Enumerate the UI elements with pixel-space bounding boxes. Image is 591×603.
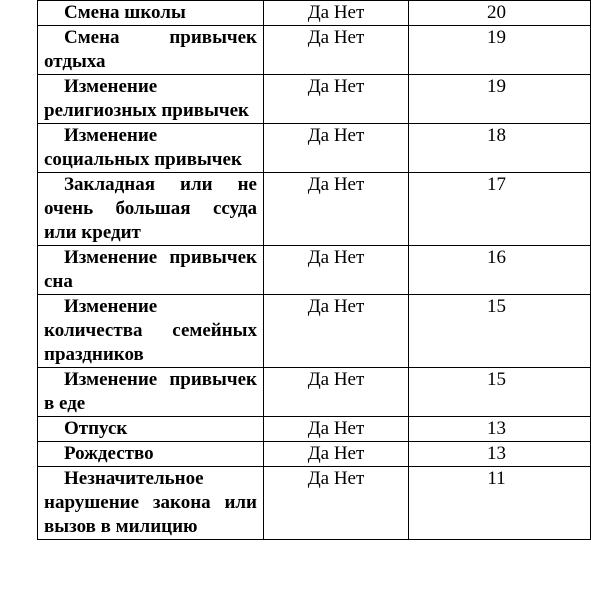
answer-cell: Да Нет bbox=[264, 368, 409, 417]
table-row bbox=[38, 26, 591, 75]
answer-cell: Да Нет bbox=[264, 1, 409, 26]
answer-cell: Да Нет bbox=[264, 124, 409, 173]
event-cell bbox=[38, 1, 264, 26]
life-events-table bbox=[37, 0, 591, 540]
table-row bbox=[38, 467, 591, 540]
event-cell bbox=[38, 417, 264, 442]
answer-cell: Да Нет bbox=[264, 295, 409, 368]
event-label: Изменение привычек в еде bbox=[44, 369, 257, 414]
event-label: Отпуск bbox=[64, 418, 128, 439]
answer-cell: Да Нет bbox=[264, 26, 409, 75]
table-row bbox=[38, 368, 591, 417]
score-cell: 18 bbox=[409, 124, 591, 173]
score-cell: 19 bbox=[409, 26, 591, 75]
event-cell bbox=[38, 246, 264, 295]
event-cell bbox=[38, 124, 264, 173]
table-row bbox=[38, 246, 591, 295]
answer-cell: Да Нет bbox=[264, 467, 409, 540]
table-row bbox=[38, 442, 591, 467]
table-row bbox=[38, 75, 591, 124]
score-cell: 13 bbox=[409, 442, 591, 467]
event-cell bbox=[38, 467, 264, 540]
event-label: Изменение религиозных привычек bbox=[44, 76, 250, 121]
event-cell bbox=[38, 75, 264, 124]
event-label: Незначительное нарушение закона или вызов в милицию bbox=[44, 468, 257, 537]
event-label: Смена школы bbox=[64, 2, 186, 23]
score-cell: 15 bbox=[409, 368, 591, 417]
table-row bbox=[38, 417, 591, 442]
score-cell: 19 bbox=[409, 75, 591, 124]
table-row bbox=[38, 124, 591, 173]
score-cell: 15 bbox=[409, 295, 591, 368]
answer-cell: Да Нет bbox=[264, 417, 409, 442]
event-cell bbox=[38, 368, 264, 417]
score-cell: 16 bbox=[409, 246, 591, 295]
event-label: Смена привычек отдыха bbox=[44, 27, 257, 72]
event-cell bbox=[38, 26, 264, 75]
event-label: Закладная или не очень большая ссуда или кредит bbox=[44, 174, 257, 243]
score-cell: 17 bbox=[409, 173, 591, 246]
score-cell: 13 bbox=[409, 417, 591, 442]
event-cell bbox=[38, 295, 264, 368]
table-row bbox=[38, 173, 591, 246]
event-label: Изменение социальных привычек bbox=[44, 125, 242, 170]
event-label: Изменение количества семейных праздников bbox=[44, 296, 257, 365]
event-label: Изменение привычек сна bbox=[44, 247, 257, 292]
score-cell: 20 bbox=[409, 1, 591, 26]
score-cell: 11 bbox=[409, 467, 591, 540]
answer-cell: Да Нет bbox=[264, 246, 409, 295]
answer-cell: Да Нет bbox=[264, 442, 409, 467]
event-cell bbox=[38, 173, 264, 246]
answer-cell: Да Нет bbox=[264, 173, 409, 246]
answer-cell: Да Нет bbox=[264, 75, 409, 124]
table-row bbox=[38, 1, 591, 26]
table-row bbox=[38, 295, 591, 368]
event-label: Рождество bbox=[64, 443, 154, 464]
event-cell bbox=[38, 442, 264, 467]
